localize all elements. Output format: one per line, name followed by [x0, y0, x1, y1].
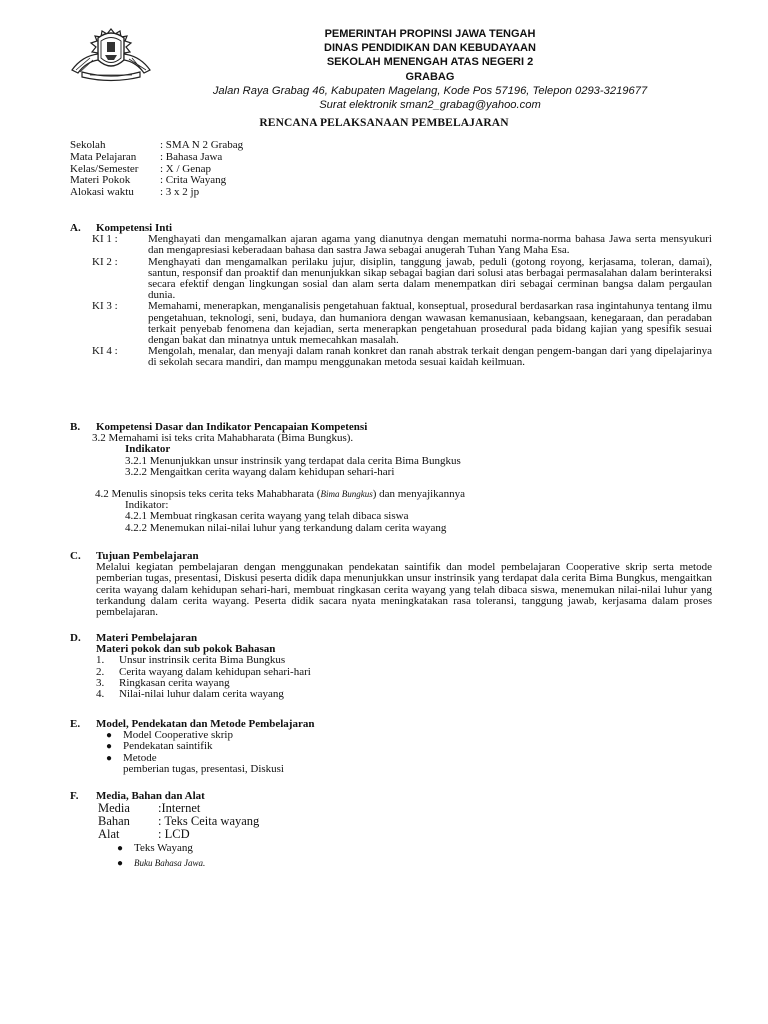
identity-value: : 3 x 2 jp — [160, 186, 200, 199]
province-emblem-logo — [68, 26, 154, 82]
list-text: Nilai-nilai luhur dalam cerita wayang — [119, 688, 284, 701]
identity-key: Mata Pelajaran — [70, 150, 137, 163]
media-value: :Internet — [158, 801, 201, 816]
indicator-item: 4.2.2 Menemukan nilai-nilai luhur yang terkandung dalam cerita wayang — [125, 521, 447, 534]
material-list — [70, 655, 712, 700]
list-text: Buku Bahasa Jawa. — [134, 857, 206, 868]
material-subtitle: Materi pokok dan sub pokok Bahasan — [96, 643, 276, 656]
indicator-item: 3.2.1 Menunjukkan unsur instrinsik yang terdapat dala cerita Bima Bungkus — [125, 454, 461, 467]
media-row — [98, 815, 712, 828]
section-c — [70, 551, 712, 618]
kd-3-2: 3.2 Memahami isi teks crita Mahabharata (Bima Bungkus). — [92, 432, 354, 445]
list-text: Metode — [123, 751, 157, 764]
list-text: Pendekatan saintifik — [123, 740, 213, 753]
section-letter: C. — [70, 550, 81, 562]
method-list — [70, 730, 712, 764]
section-letter: F. — [70, 790, 79, 802]
identity-key: Materi Pokok — [70, 174, 131, 187]
identity-key: Alokasi waktu — [70, 186, 134, 199]
tool-list — [70, 843, 712, 869]
section-e — [70, 719, 712, 775]
bullet-icon: ● — [106, 730, 113, 742]
section-title: Tujuan Pembelajaran — [96, 550, 199, 562]
section-title: Materi Pembelajaran — [96, 632, 198, 644]
identity-row — [70, 187, 243, 199]
section-title: Model, Pendekatan dan Metode Pembelajaran — [96, 718, 315, 730]
method-detail: pemberian tugas, presentasi, Diskusi — [123, 762, 284, 775]
indicator-item: 4.2.1 Membuat ringkasan cerita wayang yang telah dibaca siswa — [125, 510, 409, 523]
ki-item — [70, 346, 712, 368]
objective-text: Melalui kegiatan pembelajaran dengan menggunakan pendekatan saintifik dan model pembelajaran Cooperative skrip serta metode pemberian tugas, presentasi, Diskusi peserta didik dapa menunjukkan unsur instrinsik yang terdapat dala cerita Bima Bungkus, mengaitkan cerita wayang dalam kehidupan sehari-hari, membuat ringkasan cerita wayang yang telah dibaca siswa, menemukan nilai-nilai luhur yang terkandung dalam cerita wayang. Peserta didik sacara nyata meningkatakan rasa toleransi, tanggung jawab, kerjasama dalam proses pembelajaran. — [96, 561, 712, 619]
letterhead-city: GRABAG — [405, 70, 455, 83]
section-letter: A. — [70, 222, 81, 234]
media-value: : Teks Ceita wayang — [158, 814, 260, 828]
ki-label: KI 4 : — [92, 345, 118, 358]
list-number: 4. — [96, 688, 105, 701]
letterhead-address: Jalan Raya Grabag 46, Kabupaten Magelang, Kode Pos 57196, Telepon 0293-3219677 — [212, 84, 648, 97]
list-number: 2. — [96, 665, 105, 678]
media-key: Bahan — [98, 814, 130, 828]
kd-text: 4.2 Menulis sinopsis teks cerita teks Mahabharata ( — [95, 488, 321, 501]
ki-text: Mengolah, menalar, dan menyaji dalam ranah konkret dan ranah abstrak terkait dengan pengem-bangan dari yang dipelajarinya di sekolah secara mandiri, dan mampu menggunakan metoda sesuai kaidah keilmuan. — [148, 345, 712, 369]
media-key: Alat — [98, 826, 120, 841]
ki-text: Memahami, menerapkan, menganalisis pengetahuan faktual, konseptual, prosedural berdasarkan rasa ingintahunya tentang ilmu pengetahuan, teknologi, seni, budaya, dan humaniora dengan wawasan kemanusiaan, kebangsaan, kenegaraan, dan peradaban terkait penyebab fenomena dan kejadian, serta menerapkan pengetahuan prosedural pada bidang kajian yang spesifik sesuai dengan bakat dan minatnya untuk memecahkan masalah. — [148, 300, 712, 347]
section-f — [70, 791, 712, 869]
list-item — [70, 741, 712, 752]
list-number: 3. — [96, 676, 105, 689]
media-key: Media — [98, 801, 130, 816]
ki-text: Menghayati dan mengamalkan ajaran agama yang dianutnya dengan mematuhi norma-norma bahasa Jawa serta mensyukuri dan mengapresiasi keberadaan bahasa dan sastra Jawa sebagai anugerah Tuhan Yang Maha Esa. — [148, 233, 712, 257]
ki-item — [70, 234, 712, 256]
ki-item — [70, 257, 712, 302]
bullet-icon: ● — [117, 857, 124, 869]
media-table — [70, 802, 712, 840]
ki-label: KI 1 : — [92, 233, 118, 246]
list-item — [96, 655, 712, 666]
ki-text: Menghayati dan mengamalkan perilaku jujur, disiplin, tanggung jawab, peduli (gotong royong, kerjasama, toleran, damai), santun, responsif dan proaktif dan menunjukkan sikap sebagai bagian dari solusi atas berbagai permasalahan dalam berinteraksi secara efektif dengan lingkungan sosial dan alam serta dalam menempatkan diri sebagai cerminan bangsa dalam pergaulan dunia. — [148, 255, 712, 302]
list-text: Teks Wayang — [134, 841, 193, 854]
kd-italic-title: Bima Bungkus — [320, 489, 373, 500]
section-letter: B. — [70, 421, 81, 433]
indicator-item: 3.2.2 Mengaitkan cerita wayang dalam kehidupan sehari-hari — [125, 465, 395, 478]
section-title: Kompetensi Dasar dan Indikator Pencapaian Kompetensi — [96, 421, 368, 433]
indicator-label: Indikator: — [125, 499, 169, 512]
identity-key: Sekolah — [70, 139, 106, 151]
list-text: Cerita wayang dalam kehidupan sehari-hari — [119, 665, 311, 678]
identity-row — [70, 152, 243, 164]
letterhead-email: Surat elektronik sman2_grabag@yahoo.com — [319, 99, 541, 112]
letterhead-department: DINAS PENDIDIKAN DAN KEBUDAYAAN — [324, 42, 536, 55]
section-title: Media, Bahan dan Alat — [96, 790, 205, 802]
list-item — [96, 689, 712, 700]
bullet-icon: ● — [106, 752, 113, 764]
ki-label: KI 2 : — [92, 255, 118, 268]
list-item — [70, 843, 712, 854]
document-title: RENCANA PELAKSANAAN PEMBELAJARAN — [259, 117, 509, 129]
identity-value: : SMA N 2 Grabag — [160, 139, 244, 151]
list-text: Model Cooperative skrip — [123, 729, 233, 742]
media-row — [98, 828, 712, 841]
section-letter: D. — [70, 632, 81, 644]
section-letter: E. — [70, 718, 81, 730]
section-a — [70, 223, 712, 369]
indicator-label: Indikator — [125, 443, 171, 456]
section-b — [70, 422, 712, 534]
letterhead — [160, 27, 700, 112]
identity-value: : Bahasa Jawa — [160, 150, 223, 163]
identity-value: : Crita Wayang — [160, 174, 227, 187]
section-d — [70, 633, 712, 700]
letterhead-school: SEKOLAH MENENGAH ATAS NEGERI 2 — [326, 56, 534, 69]
bullet-icon: ● — [106, 741, 113, 753]
list-number: 1. — [96, 654, 105, 667]
list-item — [70, 858, 712, 869]
ki-item — [70, 301, 712, 346]
letterhead-government: PEMERINTAH PROPINSI JAWA TENGAH — [324, 28, 536, 40]
bullet-icon: ● — [117, 842, 124, 854]
identity-table — [70, 140, 243, 199]
ki-label: KI 3 : — [92, 300, 118, 313]
kd-text: ) dan menyajikannya — [372, 488, 465, 501]
list-text: Ringkasan cerita wayang — [119, 676, 230, 689]
section-title: Kompetensi Inti — [96, 222, 173, 234]
list-text: Unsur instrinsik cerita Bima Bungkus — [119, 654, 286, 667]
identity-key: Kelas/Semester — [70, 162, 139, 175]
media-value: : LCD — [158, 826, 190, 841]
identity-value: : X / Genap — [160, 162, 212, 175]
